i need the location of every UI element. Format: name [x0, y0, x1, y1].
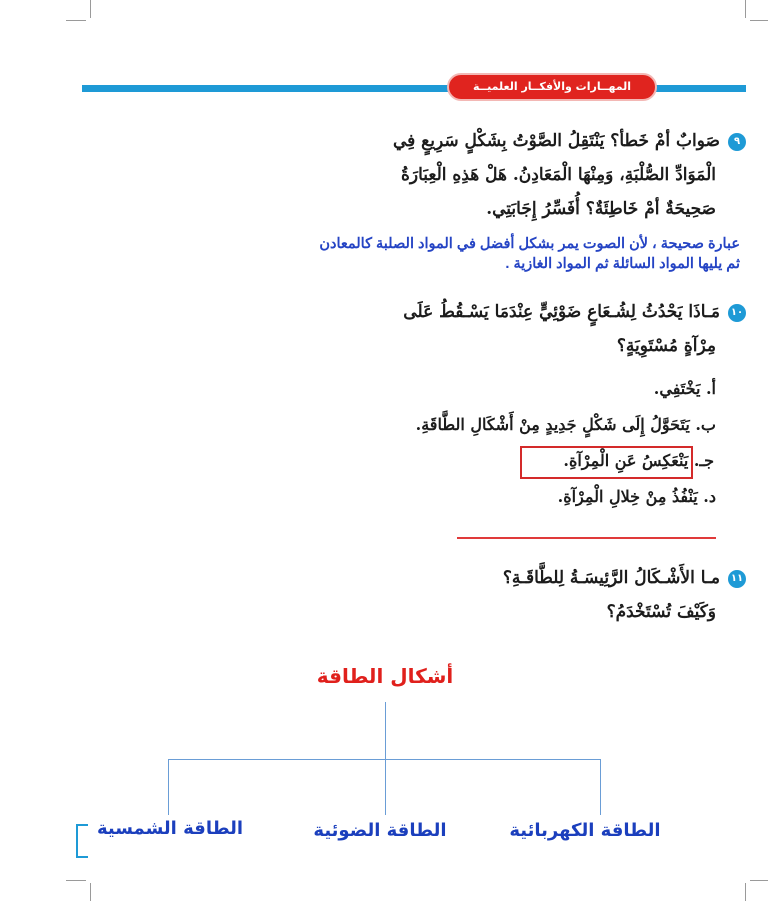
answer-line: ثم يليها المواد السائلة ثم المواد الغازية .	[505, 256, 740, 272]
question-10	[306, 295, 746, 363]
diagram-connector	[168, 759, 169, 815]
option-d: د. يَنْفُذُ مِنْ خِلالِ الْمِرْآةِ.	[557, 487, 716, 506]
question-10-line: ١٠مَـاذَا يَحْدُثُ لِشُـعَاعٍ ضَوْئِيٍّ عِنْدَمَا يَسْـقُطُ عَلَى	[306, 295, 746, 329]
diagram-branch-solar: الطاقة الشمسية	[96, 818, 244, 839]
selected-answer-box	[520, 446, 693, 479]
partial-bracket	[76, 824, 88, 858]
diagram-branch-light: الطاقة الضوئية	[313, 820, 447, 841]
crop-mark	[90, 0, 91, 18]
crop-mark	[750, 20, 768, 21]
question-11	[306, 561, 746, 629]
question-9-line: الْمَوَادِّ الصُّلْبَةِ، وَمِنْهَا الْمَعَادِنُ. هَلْ هَذِهِ الْعِبَارَةُ	[400, 165, 716, 185]
crop-mark	[66, 20, 86, 21]
question-11-line: ١١مـا الأَشْـكَالُ الرَّئِيسَـةُ لِلطَّاقَـةِ؟	[306, 561, 746, 595]
option-b: ب. يَتَحَوَّلُ إِلَى شَكْلٍ جَدِيدٍ مِنْ أَشْكَالِ الطَّاقَةِ.	[415, 415, 716, 434]
question-9-line: ٩صَوابٌ أمْ خَطأ؟ يَنْتَقِلُ الصَّوْتُ بِشَكْلٍ سَرِيعٍ فِي	[306, 124, 746, 158]
option-c: جـ. يَنْعَكِسُ عَنِ الْمِرْآةِ.	[563, 451, 714, 470]
crop-mark	[750, 880, 768, 881]
crop-mark	[745, 0, 746, 18]
question-number-badge: ١٠	[728, 304, 746, 322]
answer-line: عبارة صحيحة ، لأن الصوت يمر بشكل أفضل في المواد الصلبة كالمعادن	[319, 236, 740, 252]
question-10-line: مِرْآةٍ مُسْتَوِيَةٍ؟	[616, 336, 716, 356]
option-a: أ. يَخْتَفِي.	[653, 379, 716, 398]
diagram-connector	[600, 759, 601, 815]
question-9-line: صَحِيحَةٌ أمْ خَاطِئَةٌ؟ أُفَسِّرُ إِجَابَتِي.	[486, 199, 716, 219]
options-list	[296, 371, 716, 515]
crop-mark	[90, 883, 91, 901]
crop-mark	[66, 880, 86, 881]
section-title: المهــارات والأفكــار العلميــة	[447, 73, 657, 101]
diagram-branch-electrical: الطاقة الكهربائية	[509, 820, 661, 841]
crop-mark	[745, 883, 746, 901]
question-11-line: وَكَيْفَ تُسْتَخْدَمُ؟	[606, 602, 716, 622]
question-number-badge: ١١	[728, 570, 746, 588]
section-divider	[457, 537, 716, 539]
question-9	[306, 124, 746, 226]
diagram-connector	[385, 702, 386, 759]
answer-text	[200, 234, 740, 274]
question-number-badge: ٩	[728, 133, 746, 151]
diagram-connector	[385, 759, 386, 815]
diagram-title: أشكال الطاقة	[316, 664, 454, 688]
